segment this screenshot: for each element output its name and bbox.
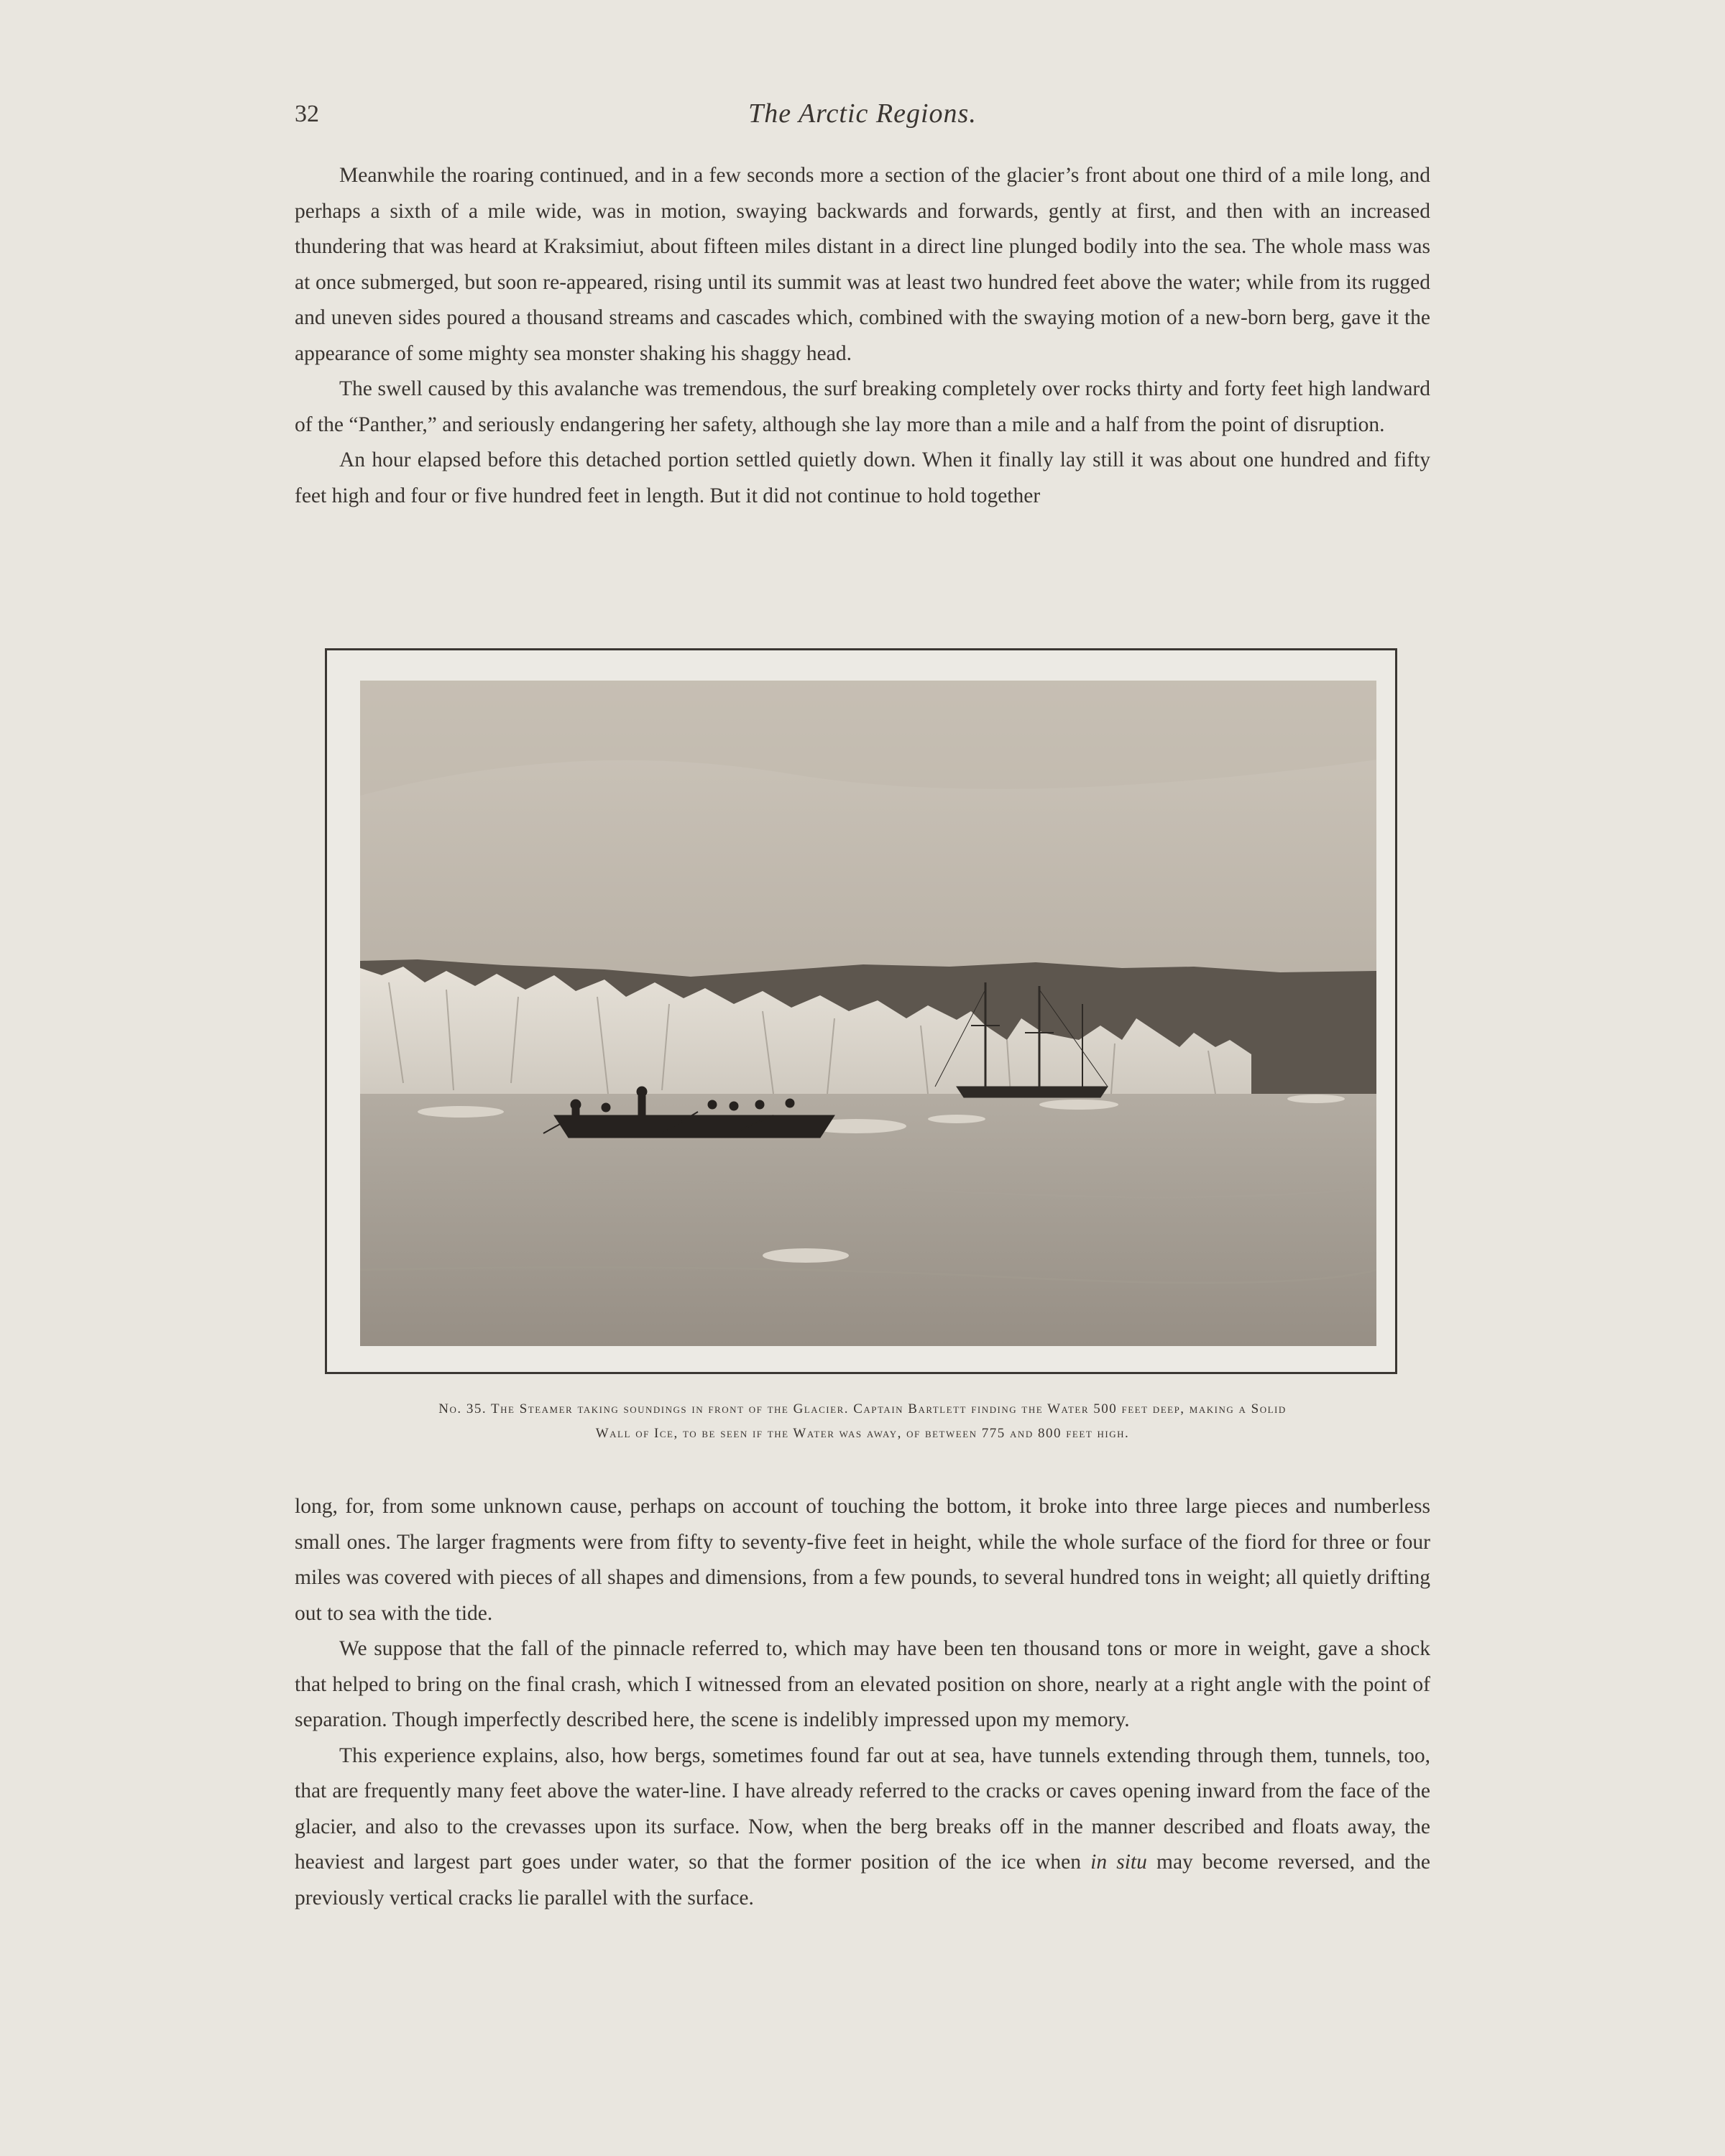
glacier-photograph [360, 681, 1376, 1346]
paragraph: long, for, from some unknown cause, perhaps on account of touching the bottom, it broke into three large pieces and numberless small ones. The larger fragments were from fifty to seventy-five feet in height, while the whole surface of the fiord for three or four miles was covered with pieces of all shapes and dimensions, from a few pounds, to several hundred tons in weight; all quietly drifting out to sea with the tide. [295, 1495, 1430, 1625]
paragraph-text: may become reversed, and the previously vertical cracks lie parallel with the surface. [295, 1851, 1430, 1909]
paragraph: The swell caused by this avalanche was tremendous, the surf breaking completely over rocks thirty and forty feet high landward of the “Panther,” and seriously endangering her safety, although she lay more than a mile and a half from the point of disruption. [295, 377, 1430, 436]
text-block-bottom [295, 1489, 1430, 1916]
caption-line: No. 35. The Steamer taking soundings in front of the Glacier. Captain Bartlett finding the Water 500 feet deep, making a Solid [438, 1401, 1287, 1416]
photo-plate-frame [325, 648, 1397, 1374]
paragraph [295, 1738, 1430, 1917]
text-block-top [295, 158, 1430, 514]
paragraph: Meanwhile the roaring continued, and in a few seconds more a section of the glacier’s front about one third of a mile long, and perhaps a sixth of a mile wide, was in motion, swaying backwards and forwards, gently at first, and then with an increased thundering that was heard at Kraksimiut, about fifteen miles distant in a direct line plunged bodily into the sea. The whole mass was at once submerged, but soon re-appeared, rising until its summit was at least two hundred feet above the water; while from its rugged and uneven sides poured a thousand streams and cascades which, combined with the swaying motion of a new-born berg, gave it the appearance of some mighty sea monster shaking his shaggy head. [295, 164, 1430, 365]
paragraph: We suppose that the fall of the pinnacle referred to, which may have been ten thousand tons or more in weight, gave a shock that helped to bring on the final crash, which I witnessed from an elevated position on shore, nearly at a right angle with the point of separation. Though imperfectly described here, the scene is indelibly impressed upon my memory. [295, 1637, 1430, 1731]
italic-phrase: in situ [1090, 1851, 1147, 1874]
plate-caption [331, 1397, 1394, 1446]
paragraph-text: This experience explains, also, how bergs, sometimes found far out at sea, have tunnels extending through them, tunnels, too, that are frequently many feet above the water-line. I have already referred to the cracks or caves opening inward from the face of the glacier, and also to the crevasses upon its surface. Now, when the berg breaks off in the manner described and floats away, the heaviest and largest part goes under water, so that the former position of the ice when [295, 1743, 1430, 1874]
paragraph: An hour elapsed before this detached portion settled quietly down. When it finally lay still it was about one hundred and fifty feet high and four or five hundred feet in length. But it did not continue to hold together [295, 448, 1430, 507]
caption-line: Wall of Ice, to be seen if the Water was away, of between 775 and 800 feet high. [595, 1426, 1130, 1441]
running-head: The Arctic Regions. [748, 98, 977, 129]
page-number: 32 [295, 101, 319, 127]
